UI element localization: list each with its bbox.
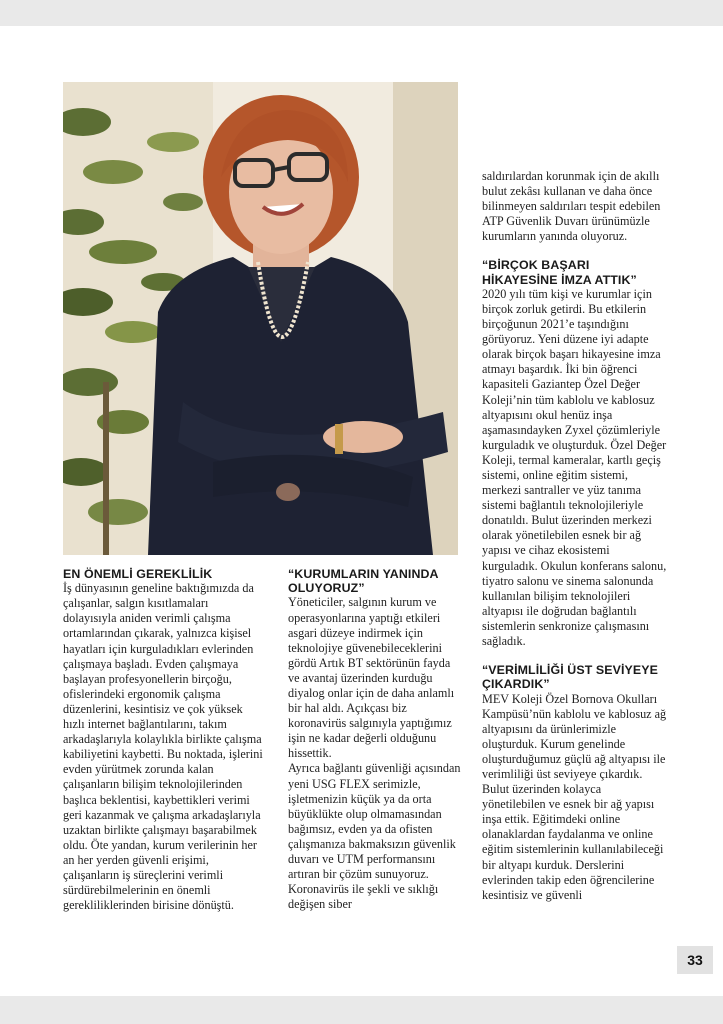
section-heading-basari: “BİRÇOK BAŞARI HİKAYESİNE İMZA ATTIK” bbox=[482, 258, 637, 287]
section-body-en-onemli: İş dünyasının geneline baktığımızda da çalışanlar, salgın kısıtlamaları dolayısıyla aniden verimli çalışma ortamlarından çıkarak, yalnızca kişisel hayatları için kurguladıkları evlerinden çalışmaya başladı. Evden çalışmaya başlayan profesyonellerin birçoğu, ofislerindeki ergonomik çalışma düzenlerini, kesintisiz ve çok yüksek hızlı internet bağlantılarını, takım arkadaşlarıyla kolaylıkla birlikte çalışma kabiliyetini kaybetti. Bu noktada, işlerini evden yürütmek zorunda kalan çalışanların bilişim teknolojilerinden başlıca beklentisi, kaybettikleri verimi geri kazanmak ve çalışma arkadaşlarıyla uzaktan birlikte çalışmayı başarabilmek oldu. Öte yandan, kurum verilerinin her an her yerden güvenli erişimi, çalışanların iş süreçlerini verimli sürdürebilmelerinin en önemli gerekliliklerinden birisine dönüştü. bbox=[63, 581, 263, 913]
column-middle bbox=[288, 567, 463, 912]
section-body-basari: 2020 yılı tüm kişi ve kurumlar için birçok zorluk getirdi. Bu etkilerin birçoğunun 2021’e taşındığını görüyoruz. Yeni düzene iyi adapte olarak birçok başarı hikayesine imza atmayı başardık. İki bin öğrenci kapasiteli Gaziantep Özel Değer Koleji’nin tüm kablolu ve kablosuz altyapısını okul henüz inşa aşamasındayken Zyxel çözümleriyle kurguladık ve oluşturduk. Özel Değer Koleji, termal kameralar, kartlı geçiş sistemi, online eğitim sistemi, merkezi santraller ve yüz tanıma sistemi bağlantılı teknolojileriyle donatıldı. Bulut üzerinden merkezi olarak yönetilebilen esnek bir ağ yapısı ve cihaz ekosistemi kurguladık. Okulun konferans salonu, tiyatro salonu ve sinema salonunda kullanılan bilişim teknolojileri altyapısı ile doğrudan bağlantılı sistemlerin senkronize çalışmasını sağladık. bbox=[482, 286, 667, 649]
portrait-photo bbox=[63, 82, 458, 555]
section-body-verimlilik: MEV Koleji Özel Bornova Okulları Kampüsü’nün kablolu ve kablosuz ağ altyapısını da ürünlerimizle oluşturduk. Kurum genelinde oluşturduğumuz güçlü ağ altyapısı ile verimliliği üst seviyeye çıkardık. Bulut üzerinden kolayca yönetilebilen ve esnek bir ağ yapısı inşa ettik. Eğitimdeki online olanaklardan faydalanma ve online eğitim sistemlerinin kullanılabileceği bir altyapı kurduk. Derslerini evlerinden takip eden öğrencilerine kesintisiz ve güvenli bbox=[482, 691, 667, 902]
section-heading-kurumlarin: “KURUMLARIN YANINDA OLUYORUZ” bbox=[288, 567, 439, 596]
column-right bbox=[482, 169, 667, 903]
section-body-intro: saldırılardan korunmak için de akıllı bulut zekâsı kullanan ve daha önce bilinmeyen saldırıları tespit edebilen ATP Güvenlik Duvarı ürünümüzle kurumların yanında oluyoruz. bbox=[482, 169, 661, 244]
section-heading-verimlilik: “VERİMLİLİĞİ ÜST SEVİYEYE ÇIKARDIK” bbox=[482, 663, 658, 692]
section-body-kurumlarin-1: Yöneticiler, salgının kurum ve operasyonlarına yaptığı etkileri asgari düzeye indirmek için teknolojiye güvenebileceklerini gördü Artık BT sektörünün fayda ve avantaj üzerinden kurduğu diyalog onlar için de daha anlamlı bir hal aldı. Açıkçası biz koronavirüs salgınıyla yaptığımız işin ne kadar değerli olduğunu hissettik. bbox=[288, 595, 455, 761]
column-left bbox=[63, 567, 263, 913]
page-number: 33 bbox=[677, 946, 713, 974]
section-body-kurumlarin-2: Ayrıca bağlantı güvenliği açısından yeni USG FLEX serimizle, işletmenizin küçük ya da orta büyüklükte olup olmamasından bağımsız, evden ya da ofisten çalışmanıza bakmaksızın güvenlik duvarı ve UTM performansını artıran bir çözüm sunuyoruz. Koronavirüs ile şekli ve sıklığı değişen siber bbox=[288, 761, 461, 912]
section-heading-en-onemli: EN ÖNEMLİ GEREKLİLİK bbox=[63, 567, 213, 581]
